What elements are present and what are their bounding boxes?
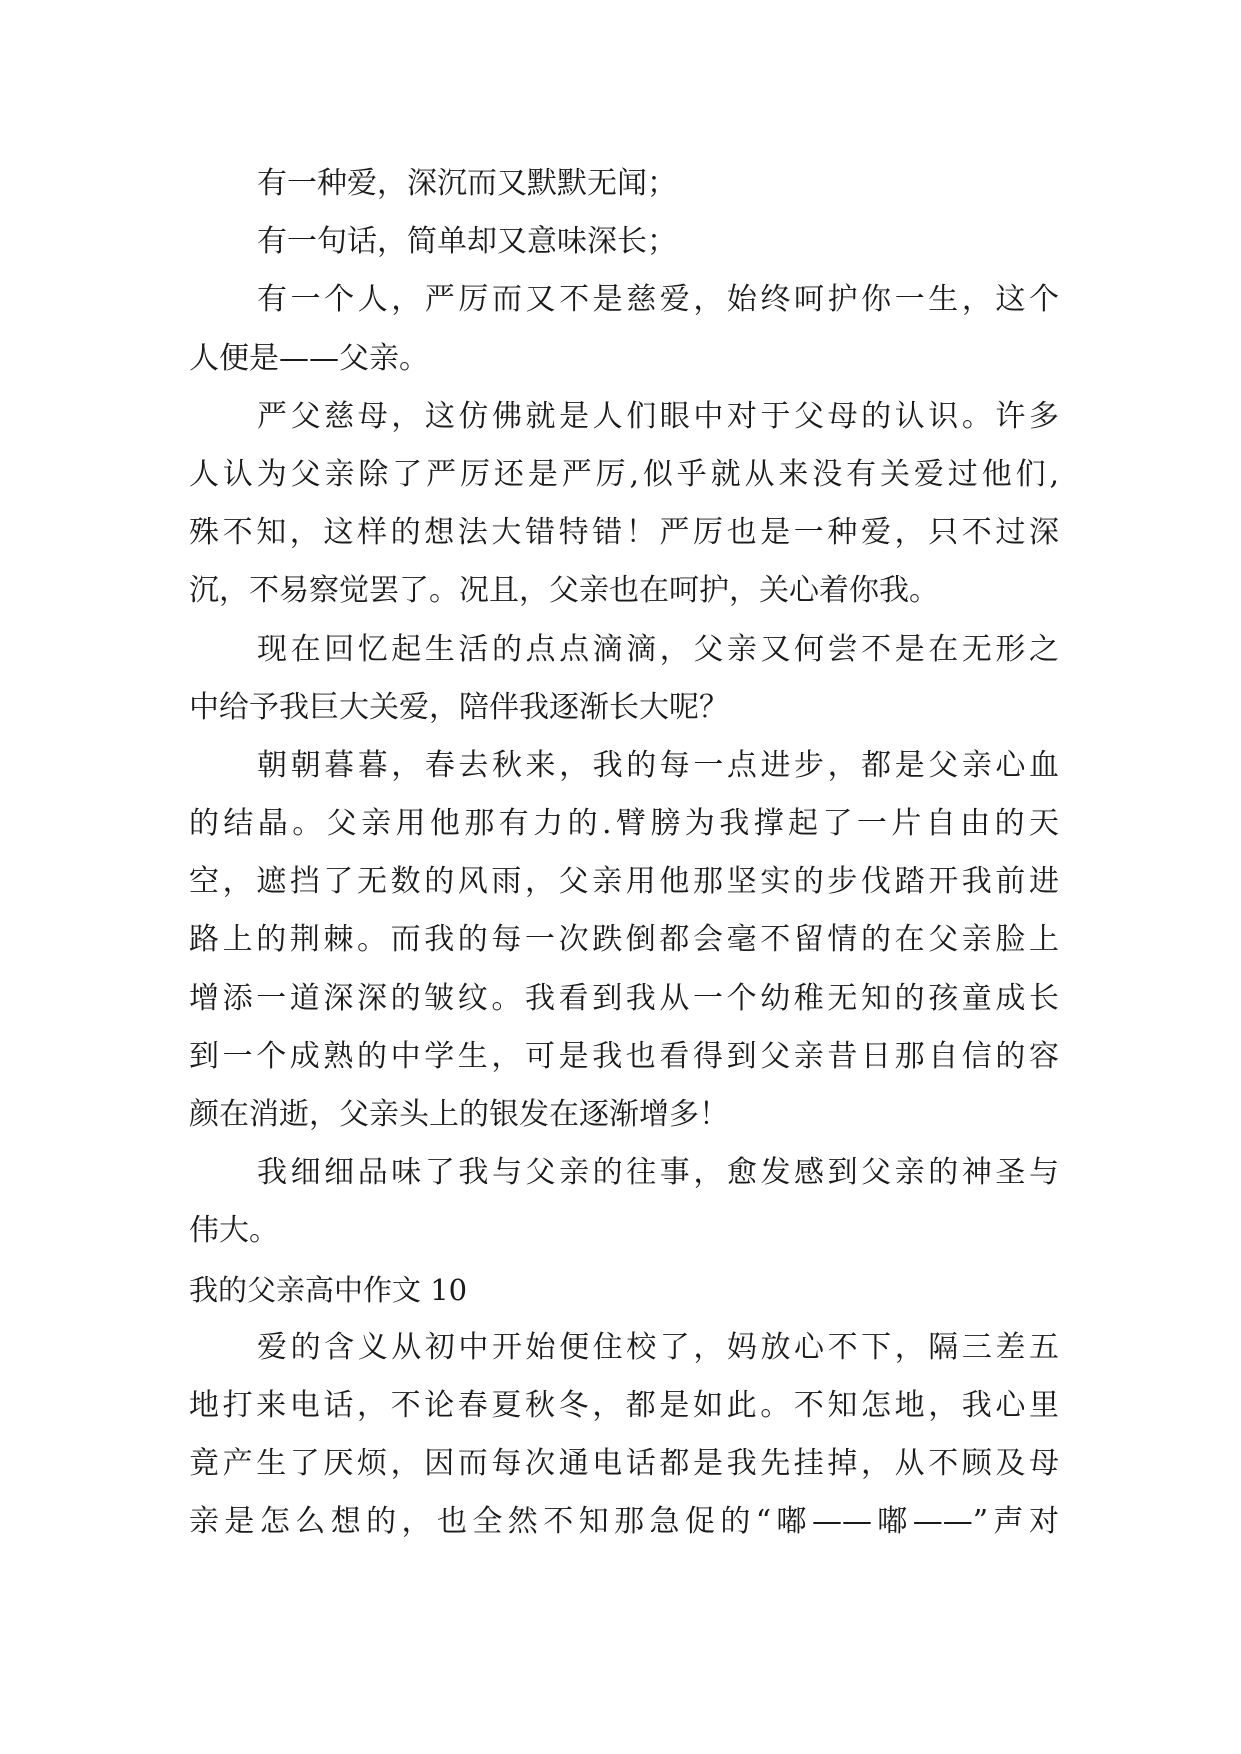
- text-line: 殊不知，这样的想法大错特错！严厉也是一种爱，只不过深: [189, 515, 1059, 551]
- text-line: 地打来电话，不论春夏秋冬，都是如此。不知怎地，我心里: [189, 1387, 1059, 1423]
- text-line: 中给予我巨大关爱，陪伴我逐渐长大呢？: [189, 689, 729, 725]
- text-line: 增添一道深深的皱纹。我看到我从一个幼稚无知的孩童成长: [189, 980, 1059, 1016]
- text-line: 颜在消逝，父亲头上的银发在逐渐增多！: [189, 1097, 729, 1132]
- text-line: 伟大。: [189, 1213, 279, 1249]
- section-heading: 我的父亲高中作文 10: [189, 1272, 468, 1307]
- text-line: 有一句话，简单却又意味深长；: [257, 224, 677, 260]
- text-line: 现在回忆起生活的点点滴滴，父亲又何尝不是在无形之: [257, 631, 1059, 667]
- text-line: 沉，不易察觉罢了。况且，父亲也在呵护，关心着你我。: [189, 573, 939, 609]
- text-line: 的结晶。父亲用他那有力的.臂膀为我撑起了一片自由的天: [189, 806, 1059, 842]
- text-line: 我细细品味了我与父亲的往事，愈发感到父亲的神圣与: [257, 1155, 1059, 1191]
- document-page: [189, 155, 1059, 1552]
- text-line: 人便是——父亲。: [189, 340, 429, 376]
- text-line: 竟产生了厌烦，因而每次通电话都是我先挂掉，从不顾及母: [189, 1446, 1059, 1482]
- text-line: 路上的荆棘。而我的每一次跌倒都会毫不留情的在父亲脸上: [189, 922, 1059, 958]
- text-line: 亲是怎么想的，也全然不知那急促的“嘟——嘟——”声对: [189, 1504, 1059, 1540]
- text-line: 有一种爱，深沉而又默默无闻；: [257, 166, 677, 201]
- text-line: 空，遮挡了无数的风雨，父亲用他那坚实的步伐踏开我前进: [189, 864, 1059, 900]
- text-line: 到一个成熟的中学生，可是我也看得到父亲昔日那自信的容: [189, 1038, 1059, 1074]
- text-line: 严父慈母，这仿佛就是人们眼中对于父母的认识。许多: [257, 398, 1059, 434]
- text-line: 人认为父亲除了严厉还是严厉,似乎就从来没有关爱过他们,: [189, 456, 1059, 492]
- text-line: 朝朝暮暮，春去秋来，我的每一点进步，都是父亲心血: [257, 747, 1059, 783]
- text-line: 爱的含义从初中开始便住校了，妈放心不下，隔三差五: [257, 1329, 1059, 1365]
- text-line: 有一个人，严厉而又不是慈爱，始终呵护你一生，这个: [257, 282, 1059, 318]
